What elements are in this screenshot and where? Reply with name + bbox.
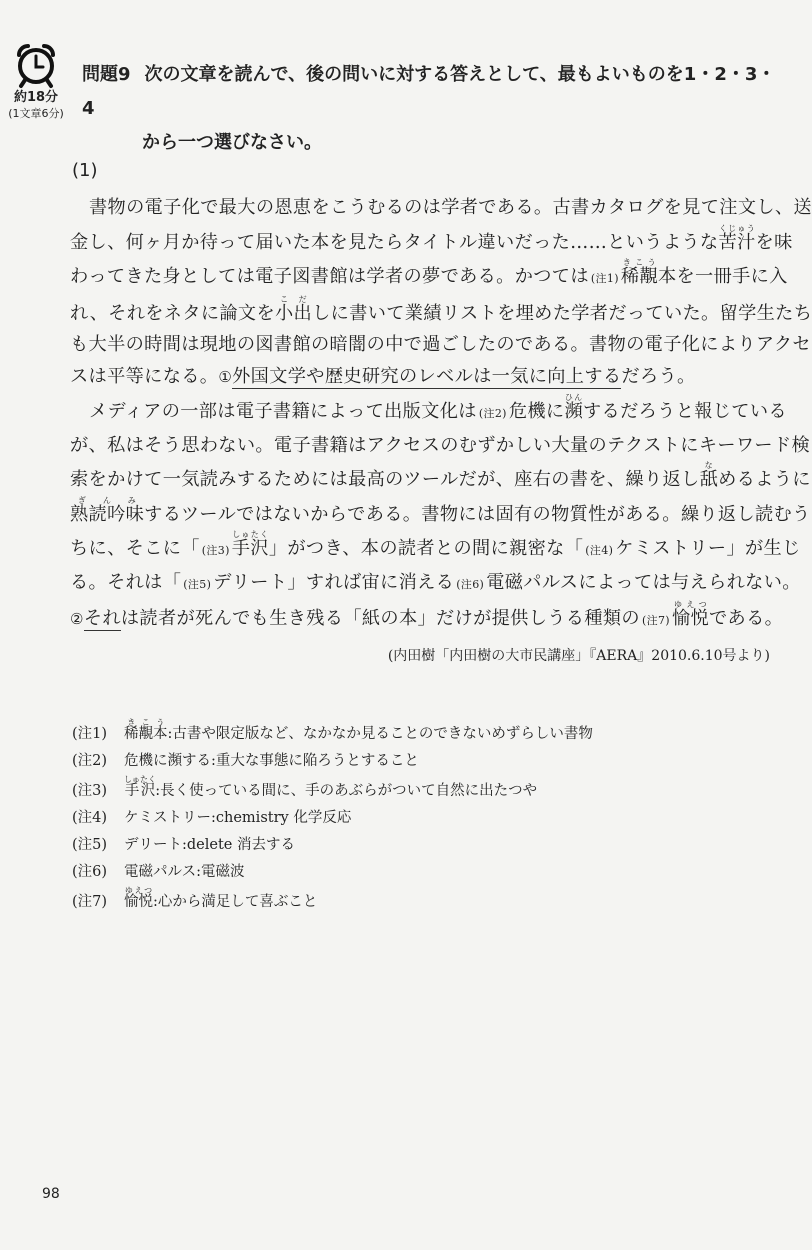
underlined-part-1: 外国文学や歴史研究のレベルは一気に向上する — [232, 365, 622, 387]
footnote-item: (注5) デリート:delete 消去する — [72, 837, 295, 853]
furigana-word: 苦汁くじゅう — [718, 223, 756, 253]
footnote-item: (注2) 危機に瀕する:重大な事態に陥ろうとすること — [72, 753, 419, 769]
note-reference: (注5) — [183, 577, 212, 591]
passage-line: スは平等になる。①外国文学や歴史研究のレベルは一気に向上するだろう。 — [70, 365, 696, 387]
per-text-time: (1文章6分) — [8, 107, 64, 120]
note-reference: (注7) — [641, 614, 670, 627]
passage-line: メディアの一部は電子書籍によって出版文化は (注2) 危機に瀕ひんするだろうと報じている — [89, 393, 787, 422]
source-citation: (内田樹「内田樹の大市民講座」『AERA』2010.6.10号より) — [387, 647, 770, 664]
passage-line: ちに、そこに「 (注3) 手沢しゅたく」がつき、本の読者との間に親密な「 (注4) ケミストリー」が生じ — [70, 530, 801, 559]
footnote-item: (注6) 電磁パルス:電磁波 — [72, 864, 245, 880]
passage-line: 金し、何ヶ月か待って届いた本を見たらタイトル違いだった……というような苦汁くじゅうを味 — [70, 223, 793, 253]
furigana-word: 舐な — [699, 461, 719, 490]
note-reference: (注4) — [585, 544, 614, 557]
furigana-word: 稀覯きこう — [620, 258, 658, 287]
underline-marker-1: ① — [218, 367, 233, 386]
passage-line: ②それは読者が死んでも生き残る「紙の本」だけが提供しうる種類の (注7) 愉悦ゆえつである。 — [70, 600, 784, 629]
page-number: 98 — [42, 1186, 60, 1202]
section-label: (1) — [72, 160, 98, 181]
note-reference: (注6) — [456, 577, 485, 591]
passage-line: 索をかけて一気読みするためには最高のツールだが、座右の書を、繰り返し舐なめるように — [70, 461, 811, 490]
instruction-line-2: から一つ選びなさい。 — [142, 132, 322, 153]
instruction-line-1: 次の文章を読んで、後の問いに対する答えとして、最もよいものを1・2・3・4 — [82, 64, 776, 119]
underline-marker-2: ② — [70, 610, 84, 628]
footnote-item: (注1) 稀覯本きこう:古書や限定版など、なかなか見ることのできないめずらしい書物 — [72, 718, 593, 742]
time-allowance — [4, 90, 68, 122]
furigana-word: 小出こだ — [275, 294, 313, 324]
footnote-item: (注7) 愉悦ゆえつ:心から満足して喜ぶこと — [72, 886, 318, 910]
note-reference: (注1) — [590, 272, 619, 285]
furigana-word: 熟読吟味ぎんみ — [70, 495, 145, 525]
furigana-word: 手沢しゅたく — [231, 530, 269, 559]
passage-line: 書物の電子化で最大の恩恵をこうむるのは学者である。古書カタログを見て注文し、送 — [89, 197, 812, 218]
footnote-item: (注4) ケミストリー:chemistry 化学反応 — [72, 810, 352, 826]
passage-line: わってきた身としては電子図書館は学者の夢である。かつては (注1) 稀覯きこう本を一冊手に入 — [70, 258, 788, 287]
passage-line: 熟読吟味ぎんみするツールではないからである。書物には固有の物質性がある。繰り返し読むう — [70, 495, 811, 525]
furigana-word: 愉悦ゆえつ — [671, 600, 710, 629]
footnotes — [72, 718, 772, 916]
passage-line: が、私はそう思わない。電子書籍はアクセスのむずかしい大量のテクストにキーワード検 — [70, 434, 811, 456]
passage-line: も大半の時間は現地の図書館の暗闇の中で過ごしたのである。書物の電子化によりアクセ — [70, 334, 811, 355]
footnote-item: (注3) 手沢しゅたく:長く使っている間に、手のあぶらがついて自然に出たつや — [72, 775, 538, 799]
alarm-clock-icon — [14, 42, 58, 88]
reading-passage — [70, 192, 812, 671]
question-number: 問題9 — [82, 64, 131, 85]
question-instruction — [82, 58, 782, 160]
passage-line: る。それは「 (注5) デリート」すれば宙に消える (注6) 電磁パルスによっては与えられない。 — [70, 571, 801, 593]
note-reference: (注3) — [201, 544, 230, 557]
furigana-word: 瀕ひん — [564, 393, 583, 422]
note-reference: (注2) — [478, 407, 507, 420]
passage-line: れ、それをネタに論文を小出こだしに書いて業績リストを埋めた学者だっていた。留学生たち — [70, 294, 812, 324]
total-time: 約18分 — [13, 90, 59, 105]
underlined-part-2: それ — [83, 608, 121, 629]
